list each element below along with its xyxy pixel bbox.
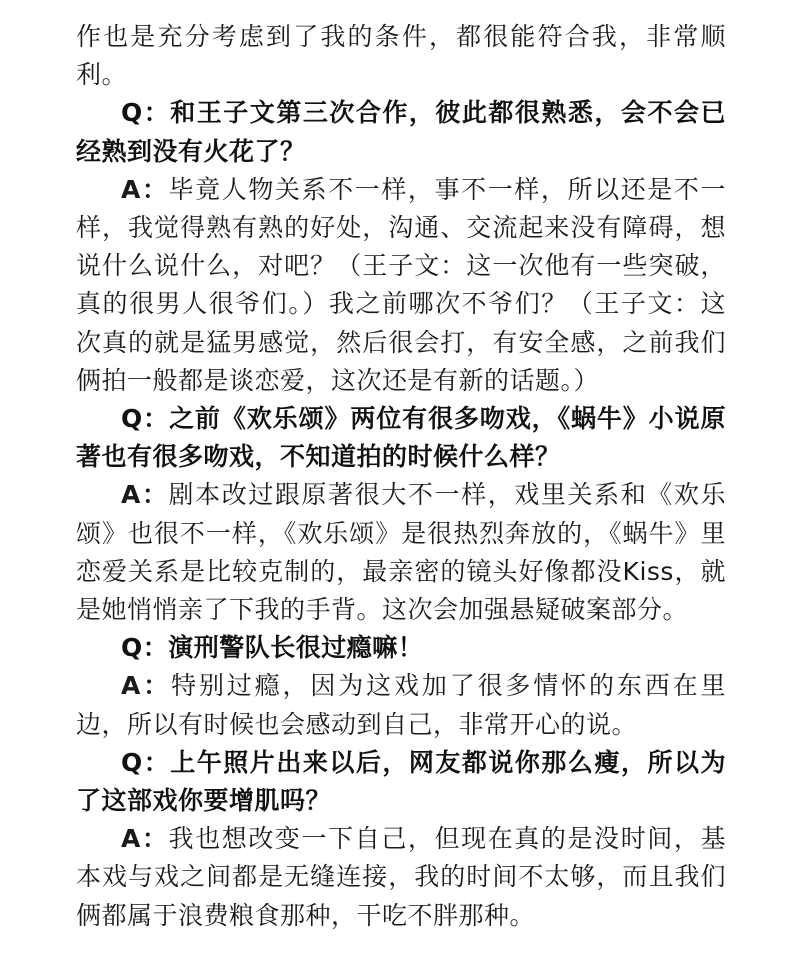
question-text: 演刑警队长很过瘾嘛！ — [168, 633, 424, 663]
answer-marker: A： — [121, 480, 169, 510]
paragraph-text: 作也是充分考虑到了我的条件，都很能符合我，非常顺利。 — [76, 22, 726, 90]
question-text: 和王子文第三次合作，彼此都很熟悉，会不会已经熟到没有火花了？ — [76, 98, 726, 166]
question-paragraph — [76, 400, 726, 476]
answer-paragraph — [76, 476, 726, 629]
answer-text: 特别过瘾，因为这戏加了很多情怀的东西在里边，所以有时候也会感动到自己，非常开心的说。 — [76, 671, 726, 739]
question-paragraph — [76, 629, 726, 667]
answer-marker: A： — [121, 671, 172, 701]
answer-text: 毕竟人物关系不一样，事不一样，所以还是不一样，我觉得熟有熟的好处，沟通、交流起来没有障碍，想说什么说什么，对吧？（王子文：这一次他有一些突破，真的很男人很爷们。）我之前哪次不爷们？（王子文：这次真的就是猛男感觉，然后很会打，有安全感，之前我们俩拍一般都是谈恋爱，这次还是有新的话题。） — [76, 174, 726, 395]
answer-marker: A： — [121, 824, 169, 854]
answer-paragraph — [76, 667, 726, 743]
question-marker: Q： — [121, 747, 171, 777]
article-body — [76, 18, 726, 935]
question-text: 上午照片出来以后，网友都说你那么瘦，所以为了这部戏你要增肌吗？ — [76, 747, 726, 816]
answer-paragraph — [76, 171, 726, 400]
answer-paragraph — [76, 820, 726, 935]
question-text: 之前《欢乐颂》两位有很多吻戏，《蜗牛》小说原著也有很多吻戏，不知道拍的时候什么样？ — [76, 404, 726, 472]
question-paragraph — [76, 94, 726, 170]
answer-text: 我也想改变一下自己，但现在真的是没时间，基本戏与戏之间都是无缝连接，我的时间不太够，而且我们俩都属于浪费粮食那种，干吃不胖那种。 — [76, 824, 726, 930]
question-marker: Q： — [121, 404, 170, 434]
question-marker: Q： — [121, 98, 171, 128]
question-marker: Q： — [121, 633, 169, 663]
paragraph-continuation — [76, 18, 726, 94]
answer-text: 剧本改过跟原著很大不一样，戏里关系和《欢乐颂》也很不一样，《欢乐颂》是很热烈奔放的，《蜗牛》里恋爱关系是比较克制的，最亲密的镜头好像都没Kiss，就是她悄悄亲了下我的手背。这次会加强悬疑破案部分。 — [76, 480, 726, 625]
answer-marker: A： — [121, 174, 169, 204]
question-paragraph — [76, 744, 726, 820]
